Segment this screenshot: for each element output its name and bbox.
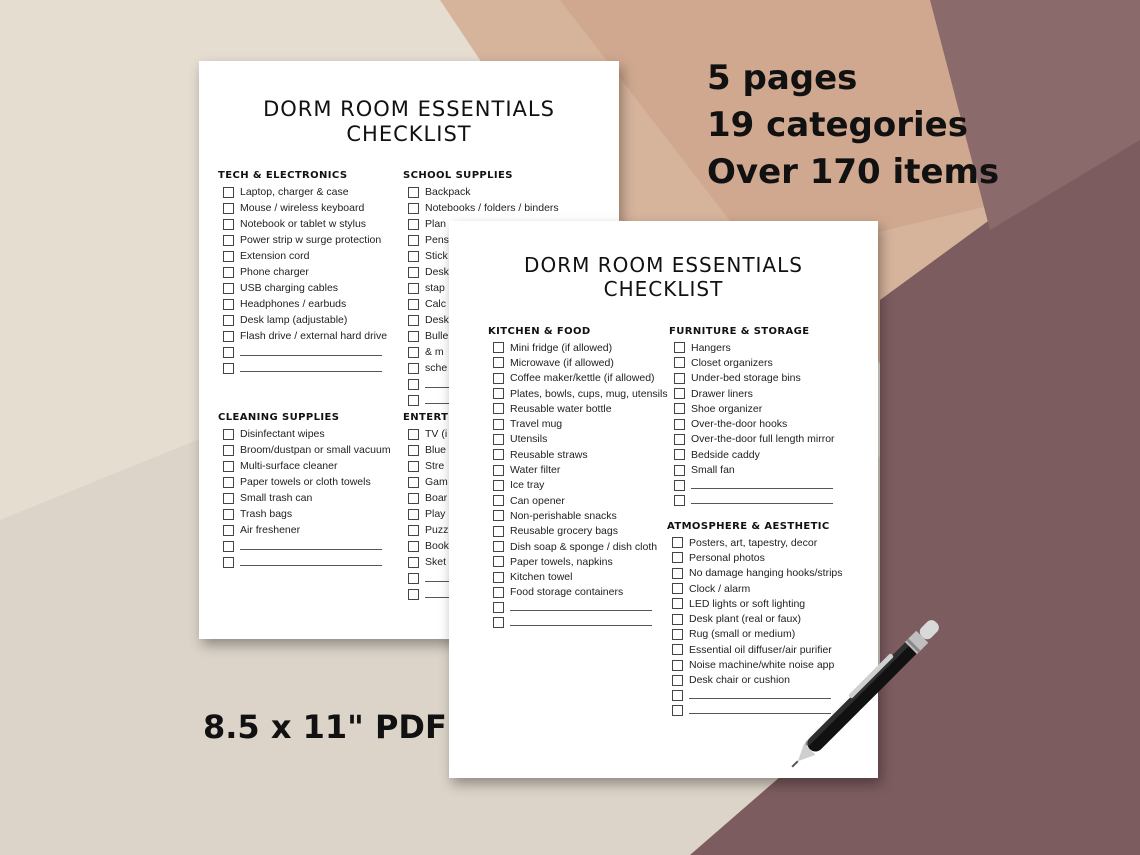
blank-write-in-line	[510, 610, 652, 611]
checklist-item-label: Over-the-door hooks	[691, 418, 788, 431]
checkbox	[408, 347, 419, 358]
blank-write-in-line	[240, 355, 382, 356]
checklist-item	[493, 386, 668, 401]
checklist-item	[223, 200, 387, 216]
section-heading: FURNITURE & STORAGE	[669, 326, 810, 337]
checkbox	[408, 187, 419, 198]
checklist-item-label: Desk lamp (adjustable)	[240, 314, 348, 326]
checklist-item	[493, 371, 668, 386]
checklist-item	[223, 360, 387, 376]
checklist-item	[493, 600, 668, 615]
section-furniture-storage	[669, 326, 835, 508]
checklist-item	[672, 535, 843, 550]
checkbox	[408, 315, 419, 326]
checklist-item-label: Desk	[425, 266, 449, 278]
pen-icon	[790, 595, 965, 770]
checkbox	[493, 373, 504, 384]
checklist-item	[674, 371, 835, 386]
checklist-item-label: stap	[425, 282, 445, 294]
checkbox	[223, 299, 234, 310]
checkbox	[223, 525, 234, 536]
checklist-item	[223, 232, 387, 248]
checkbox	[408, 203, 419, 214]
checkbox	[408, 219, 419, 230]
checkbox	[408, 509, 419, 520]
checklist-item	[223, 296, 387, 312]
checklist-item-label: Dish soap & sponge / dish cloth	[510, 540, 658, 553]
checkbox	[493, 357, 504, 368]
checklist-item-label: Notebook or tablet w stylus	[240, 218, 367, 230]
checkbox	[493, 449, 504, 460]
section-heading: ATMOSPHERE & AESTHETIC	[667, 521, 830, 532]
checklist-item	[674, 340, 835, 355]
checklist-item-label: Drawer liners	[691, 387, 753, 400]
checkbox	[223, 541, 234, 552]
checkbox	[408, 541, 419, 552]
checklist-item	[493, 569, 668, 584]
checklist-item	[674, 386, 835, 401]
section-heading: CLEANING SUPPLIES	[218, 412, 340, 423]
checklist-item-label: Reusable grocery bags	[510, 525, 618, 538]
checkbox	[223, 509, 234, 520]
blank-write-in-line	[240, 549, 382, 550]
checklist-item-label: Sket	[425, 556, 447, 568]
checklist-item-label: Backpack	[425, 186, 471, 198]
checkbox	[223, 315, 234, 326]
checklist-item-label: Broom/dustpan or small vacuum	[240, 444, 391, 456]
checklist-item-label: Small fan	[691, 464, 735, 477]
checkbox	[674, 388, 685, 399]
checkbox	[672, 660, 683, 671]
checkbox	[223, 203, 234, 214]
checklist-item	[223, 538, 391, 554]
checklist-item-label: Paper towels or cloth towels	[240, 476, 371, 488]
checkbox	[674, 495, 685, 506]
checklist-item	[223, 280, 387, 296]
checklist-item-label: Blue	[425, 444, 447, 456]
checklist-item-label: Paper towels, napkins	[510, 555, 613, 568]
checkbox	[672, 568, 683, 579]
checklist-item-label: Clock / alarm	[689, 582, 751, 595]
checkbox	[672, 644, 683, 655]
checklist-item	[223, 426, 391, 442]
checklist-item-label: Reusable straws	[510, 448, 588, 461]
checkbox	[223, 187, 234, 198]
checkbox	[493, 572, 504, 583]
checkbox	[223, 267, 234, 278]
checklist-item	[223, 264, 387, 280]
checkbox	[674, 419, 685, 430]
checklist-item	[493, 355, 668, 370]
checklist-item	[223, 442, 391, 458]
checklist-item-label: Coffee maker/kettle (if allowed)	[510, 372, 655, 385]
checkbox	[672, 675, 683, 686]
checklist-item	[223, 554, 391, 570]
checkbox	[408, 445, 419, 456]
checkbox	[408, 493, 419, 504]
checkbox	[672, 537, 683, 548]
checkbox	[493, 403, 504, 414]
checklist-item-label: Shoe organizer	[691, 402, 763, 415]
checkbox	[223, 251, 234, 262]
checklist-item	[223, 184, 387, 200]
checkbox	[223, 331, 234, 342]
checklist-item	[223, 248, 387, 264]
checklist-item-label: Flash drive / external hard drive	[240, 330, 388, 342]
checklist-item-label: Laptop, charger & case	[240, 186, 349, 198]
checkbox	[408, 251, 419, 262]
checklist-item	[223, 344, 387, 360]
checkbox	[493, 617, 504, 628]
checkbox	[408, 461, 419, 472]
checklist-item-label: Stre	[425, 460, 445, 472]
checklist-item	[493, 493, 668, 508]
page-title: DORM ROOM ESSENTIALS CHECKLIST	[263, 97, 555, 147]
checklist-item-label: Pens	[425, 234, 449, 246]
checklist-item-label: Hangers	[691, 341, 731, 354]
checklist-item	[674, 493, 835, 508]
checklist-item	[223, 474, 391, 490]
checkbox	[674, 342, 685, 353]
checklist-item-label: Air freshener	[240, 524, 301, 536]
checklist-item	[493, 554, 668, 569]
checkbox	[493, 510, 504, 521]
checkbox	[223, 347, 234, 358]
checkbox	[493, 480, 504, 491]
checklist-item-label: sche	[425, 362, 448, 374]
checklist-item-label: USB charging cables	[240, 282, 339, 294]
checkbox	[674, 449, 685, 460]
checkbox	[672, 614, 683, 625]
checklist-item-label: Travel mug	[510, 418, 563, 431]
checkbox	[493, 419, 504, 430]
checklist-item-label: Desk chair or cushion	[689, 674, 790, 687]
checklist-item-label: Posters, art, tapestry, decor	[689, 536, 818, 549]
checkbox	[493, 388, 504, 399]
product-highlights	[707, 55, 999, 196]
blank-write-in-line	[691, 488, 833, 489]
checklist-item-label: Notebooks / folders / binders	[425, 202, 559, 214]
checkbox	[408, 379, 419, 390]
checklist-item-label: Essential oil diffuser/air purifier	[689, 643, 832, 656]
checkbox	[408, 235, 419, 246]
checklist-item	[493, 401, 668, 416]
checklist-item-label: Plan	[425, 218, 447, 230]
checklist-item	[223, 506, 391, 522]
checklist-item-label: & m	[425, 346, 444, 358]
checklist-item-label: Calc	[425, 298, 447, 310]
section-heading: TECH & ELECTRONICS	[218, 170, 348, 181]
checklist-item	[223, 522, 391, 538]
checklist-item	[674, 355, 835, 370]
checklist-item-label: Extension cord	[240, 250, 310, 262]
checklist-item-label: Multi-surface cleaner	[240, 460, 338, 472]
checkbox	[674, 357, 685, 368]
checklist-item	[674, 462, 835, 477]
checklist-item-label: Play	[425, 508, 446, 520]
checklist-item	[672, 566, 843, 581]
checklist-item	[493, 432, 668, 447]
checklist-item-label: Trash bags	[240, 508, 293, 520]
checklist-item-label: Stick	[425, 250, 448, 262]
checklist-item-label: Non-perishable snacks	[510, 509, 617, 522]
blank-write-in-line	[510, 625, 652, 626]
checkbox	[223, 283, 234, 294]
checklist-item-label: LED lights or soft lighting	[689, 597, 806, 610]
checklist-item	[223, 458, 391, 474]
checkbox	[672, 690, 683, 701]
checkbox	[493, 495, 504, 506]
category-count-text: 19 categories	[707, 105, 968, 145]
checkbox	[408, 525, 419, 536]
checklist-item	[223, 490, 391, 506]
checkbox	[674, 480, 685, 491]
checkbox	[493, 556, 504, 567]
checkbox	[223, 445, 234, 456]
checklist-item-label: Gam	[425, 476, 448, 488]
checklist-item-label: Can opener	[510, 494, 565, 507]
checklist-item-label: Under-bed storage bins	[691, 372, 801, 385]
checklist-item-label: Utensils	[510, 433, 548, 446]
checklist-item-label: Food storage containers	[510, 586, 624, 599]
checkbox	[674, 373, 685, 384]
checkbox	[408, 299, 419, 310]
checklist-item	[223, 328, 387, 344]
section-heading: ENTERT	[403, 412, 449, 423]
checkbox	[672, 629, 683, 640]
checklist-item	[493, 585, 668, 600]
checklist-item-label: Desk plant (real or faux)	[689, 613, 802, 626]
checkbox	[493, 434, 504, 445]
checklist-item-label: Bulle	[425, 330, 449, 342]
checklist-item-label: Bedside caddy	[691, 448, 760, 461]
section-kitchen-food	[488, 326, 668, 631]
checkbox	[493, 342, 504, 353]
checklist-item-label: Desk	[425, 314, 449, 326]
checkbox	[674, 434, 685, 445]
checkbox	[408, 395, 419, 406]
checklist-item	[672, 581, 843, 596]
checklist-item	[493, 508, 668, 523]
checklist-item-label: Kitchen towel	[510, 571, 573, 584]
checkbox	[223, 429, 234, 440]
checklist-item-label: Power strip w surge protection	[240, 234, 382, 246]
checklist-item	[672, 550, 843, 565]
section-cleaning-supplies	[218, 412, 391, 570]
checkbox	[408, 557, 419, 568]
blank-write-in-line	[691, 503, 833, 504]
checklist-item	[493, 462, 668, 477]
checklist-item-label: Mini fridge (if allowed)	[510, 341, 613, 354]
checkbox	[223, 493, 234, 504]
checkbox	[672, 552, 683, 563]
checklist-item	[493, 478, 668, 493]
checklist-item	[493, 615, 668, 630]
checklist-item	[408, 184, 567, 200]
checklist-item-label: Disinfectant wipes	[240, 428, 325, 440]
checklist-item	[493, 416, 668, 431]
checklist-item-label: Small trash can	[240, 492, 313, 504]
checkbox	[493, 587, 504, 598]
checklist-item-label: Microwave (if allowed)	[510, 356, 614, 369]
blank-write-in-line	[240, 371, 382, 372]
checklist-item-label: Ice tray	[510, 479, 545, 492]
checkbox	[408, 331, 419, 342]
checkbox	[408, 283, 419, 294]
checklist-item-label: Closet organizers	[691, 356, 773, 369]
checklist-item	[408, 200, 567, 216]
page-title: DORM ROOM ESSENTIALS CHECKLIST	[524, 253, 803, 301]
checkbox	[493, 526, 504, 537]
checkbox	[408, 477, 419, 488]
item-count-text: Over 170 items	[707, 152, 1000, 192]
checklist-item-label: Personal photos	[689, 551, 765, 564]
checklist-item	[674, 447, 835, 462]
checkbox	[672, 583, 683, 594]
checkbox	[674, 403, 685, 414]
checklist-item-label: Rug (small or medium)	[689, 628, 796, 641]
checklist-item	[223, 216, 387, 232]
checkbox	[223, 363, 234, 374]
section-tech-electronics	[218, 170, 387, 376]
checkbox	[408, 429, 419, 440]
checklist-item-label: Water filter	[510, 464, 561, 477]
checkbox	[223, 219, 234, 230]
checklist-item	[493, 447, 668, 462]
checklist-item	[674, 432, 835, 447]
section-heading: SCHOOL SUPPLIES	[403, 170, 513, 181]
checkbox	[223, 461, 234, 472]
checklist-item-label: Plates, bowls, cups, mug, utensils	[510, 387, 668, 400]
checklist-item-label: Puzz	[425, 524, 449, 536]
checklist-item-label: Over-the-door full length mirror	[691, 433, 835, 446]
checkbox	[408, 589, 419, 600]
checkbox	[223, 477, 234, 488]
checklist-item	[493, 539, 668, 554]
checklist-item-label: TV (i	[425, 428, 448, 440]
checkbox	[408, 267, 419, 278]
checklist-item	[674, 401, 835, 416]
checkbox	[493, 602, 504, 613]
checklist-item-label: Noise machine/white noise app	[689, 659, 835, 672]
blank-write-in-line	[240, 565, 382, 566]
checkbox	[223, 557, 234, 568]
checklist-item-label: Mouse / wireless keyboard	[240, 202, 365, 214]
checkbox	[672, 598, 683, 609]
checklist-item-label: Phone charger	[240, 266, 309, 278]
checklist-item	[223, 312, 387, 328]
section-heading: KITCHEN & FOOD	[488, 326, 591, 337]
checkbox	[493, 465, 504, 476]
checklist-item	[493, 340, 668, 355]
checklist-item-label: No damage hanging hooks/strips	[689, 567, 843, 580]
checkbox	[223, 235, 234, 246]
checklist-item-label: Reusable water bottle	[510, 402, 612, 415]
checklist-item-label: Headphones / earbuds	[240, 298, 347, 310]
checklist-item	[674, 416, 835, 431]
checkbox	[493, 541, 504, 552]
checklist-item-label: Book	[425, 540, 449, 552]
page-count-text: 5 pages	[707, 58, 858, 98]
checkbox	[408, 573, 419, 584]
format-label: 8.5 x 11" PDF	[203, 708, 447, 746]
checkbox	[408, 363, 419, 374]
checkbox	[672, 705, 683, 716]
checklist-item	[493, 524, 668, 539]
checklist-item-label: Boar	[425, 492, 448, 504]
checklist-item	[674, 478, 835, 493]
checkbox	[674, 465, 685, 476]
